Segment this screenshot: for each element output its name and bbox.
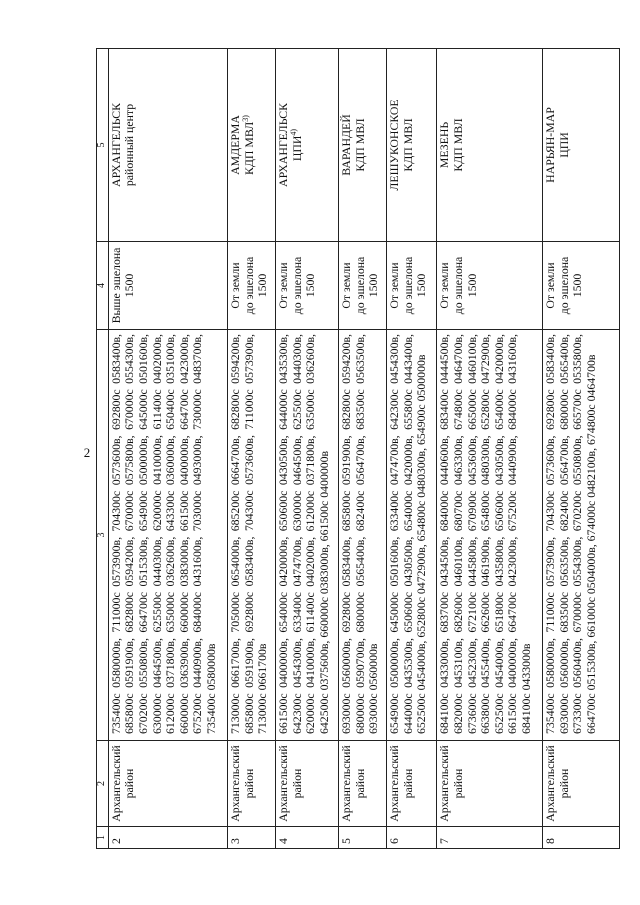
unit-cell [437, 49, 543, 242]
unit-label: КДП МВЛ [352, 118, 367, 172]
unit-line-1: АРХАНГЕЛЬСК [108, 103, 123, 187]
altitude-cell [276, 242, 339, 330]
airspace-table-rotated [96, 49, 620, 849]
header-col-3: 3 [97, 330, 109, 741]
unit-cell [108, 49, 227, 242]
region-line-2: район [450, 768, 465, 799]
altitude-cell [108, 242, 227, 330]
unit-line-1: ВАРАНДЕЙ [339, 114, 354, 176]
region-line-1: Архангельский [437, 745, 452, 822]
unit-cell [543, 49, 620, 242]
unit-line-2 [123, 52, 137, 238]
unit-line-1: АРХАНГЕЛЬСК [276, 103, 291, 187]
altitude-cell [543, 242, 620, 330]
unit-line-2 [240, 52, 257, 238]
unit-line-1: МЕЗЕНЬ [437, 121, 452, 169]
region-line-2: район [400, 768, 415, 799]
region-line-1: Архангельский [543, 745, 558, 822]
unit-cell [228, 49, 276, 242]
header-col-2: 2 [97, 741, 109, 827]
coordinates-cell: 693000с 0560000в, 692800с 0583400в, 685800с 0591900в, 682800с 0594200в, 680000с 0590700в, 680000с 0565400в, 682400с 0564700в, 683500с 0563500в, 693000с 0560000в [339, 330, 387, 741]
region-line-2: район [556, 768, 571, 799]
table-row [228, 49, 276, 849]
region-line-1: Архангельский [387, 745, 402, 822]
region-cell [437, 741, 543, 827]
region-line-1: Архангельский [228, 745, 243, 822]
row-number: 4 [276, 827, 339, 849]
region-cell [339, 741, 387, 827]
altitude-line-2: до эшелона 1500 [400, 256, 429, 315]
coordinates-cell: 684100с 0433000в, 683700с 0434500в, 684000с 0440600в, 683400с 0444500в, 682000с 0453100в, 682600с 0460100в, 680700с 0463300в, 674800с 0464700в, 673600с 0452300в, 672100с 0445800в, 670900с 0453600в, 665000с 0460100в, 663800с 0455400в, 662600с 0461900в, 654800с 0480300в, 652800с 0472900в, 652500с 0454000в, 651800с 0435800в, 650600с 0430500в, 654000с 0420000в, 661500с 0400000в, 664700с 0423000в, 675200с 0440900в, 684000с 0431600в, 684100с 0433000в [437, 330, 543, 741]
region-cell [543, 741, 620, 827]
region-cell [276, 741, 339, 827]
unit-line-2 [288, 52, 305, 238]
altitude-line-2: до эшелона 1500 [352, 256, 381, 315]
unit-footnote: 4) [288, 128, 298, 136]
unit-line-1: АМДЕРМА [228, 115, 243, 175]
unit-label: ЦПИ [289, 135, 304, 162]
altitude-line-2: до эшелона 1500 [289, 256, 318, 315]
region-line-1: Архангельский [276, 745, 291, 822]
altitude-cell [228, 242, 276, 330]
unit-line-2 [558, 52, 572, 238]
unit-line-1: ЛЕШУКОНСКОЕ [387, 99, 402, 191]
row-number: 5 [339, 827, 387, 849]
altitude-line-2: до эшелона 1500 [556, 256, 585, 315]
unit-cell [387, 49, 437, 242]
altitude-line-1: От земли [276, 262, 291, 309]
row-number: 2 [108, 827, 227, 849]
table-row [339, 49, 387, 849]
table-row [108, 49, 227, 849]
unit-label: районный центр [122, 103, 137, 187]
region-line-1: Архангельский [108, 745, 123, 822]
altitude-line-1: От земли [437, 262, 452, 309]
unit-line-2 [452, 52, 466, 238]
table-row [387, 49, 437, 849]
unit-label: КДП МВЛ [400, 118, 415, 172]
altitude-line-1: Выше эшелона [108, 247, 123, 324]
coordinates-cell: 735400с 0580000в, 711000с 0573900в, 704300с 0573600в, 692800с 0583400в, 685800с 0591900в, 682800с 0594200в, 670000с 0575800в, 670000с 0554300в, 670200с 0550800в, 664700с 0515300в, 654900с 0500000в, 645000с 0501600в, 630000с 0464500в, 625500с 0440300в, 620000с 0410000в, 611400с 0402000в, 612000с 0371800в, 635000с 0362600в, 643300с 0360000в, 650400с 0351000в, 660000с 0363900в, 660000с 0383000в, 661500с 0400000в, 664700с 0423000в, 675200с 0440900в, 684000с 0431600в, 703000с 0493000в, 730000с 0483700в, 735400с 0580000в [108, 330, 227, 741]
table-row [543, 49, 620, 849]
region-line-2: район [241, 768, 256, 799]
header-col-4: 4 [97, 242, 109, 330]
unit-cell [276, 49, 339, 242]
altitude-cell [437, 242, 543, 330]
unit-line-1: НАРЬЯН-МАР [543, 107, 558, 183]
region-line-2: район [352, 768, 367, 799]
altitude-line-2: 1500 [122, 273, 137, 298]
coordinates-cell: 654900с 0500000в, 645000с 0501600в, 633400с 0474700в, 642300с 0454300в, 644000с 0435300в, 650600с 0430500в, 654000с 0420000в, 655800с 0443400в, 652500с 0454000в, 652800с 0472900в, 654800с 0480300в, 654900с 0500000в [387, 330, 437, 741]
airspace-table [96, 48, 620, 849]
table-row [437, 49, 543, 849]
altitude-line-1: От земли [543, 262, 558, 309]
header-col-1: 1 [97, 827, 109, 849]
coordinates-cell: 713000с 0661700в, 705000с 0654000в, 685200с 0664700в, 682800с 0594200в, 685800с 0591900в, 692800с 0583400в, 704300с 0573600в, 711000с 0573900в, 713000с 0661700в [228, 330, 276, 741]
region-cell [108, 741, 227, 827]
coordinates-cell: 661500с 0400000в, 654000с 0420000в, 650600с 0430500в, 644000с 0435300в, 642300с 0454300в, 633400с 0474700в, 630000с 0464500в, 625500с 0440300в, 620000с 0410000в, 611400с 0402000в, 612000с 0371800в, 635000с 0362600в, 642500с 0375600в, 660000с 0383000в, 661500с 0400000в [276, 330, 339, 741]
unit-label: КДП МВЛ [450, 118, 465, 172]
region-cell [387, 741, 437, 827]
unit-cell [339, 49, 387, 242]
row-number: 8 [543, 827, 620, 849]
header-col-5: 5 [97, 49, 109, 242]
row-number: 6 [387, 827, 437, 849]
coordinates-cell: 735400с 0580000в, 711000с 0573900в, 704300с 0573600в, 692800с 0583400в, 693000с 0560000в, 683500с 0563500в, 682400с 0564700в, 680000с 0565400в, 673300с 0560400в, 670000с 0554300в, 670200с 0550800в, 665700с 0535800в, 664700с 0515300в, 661000с 0504000в, 674000с 0482100в, 674800с 0464700в [543, 330, 620, 741]
altitude-line-1: От земли [387, 262, 402, 309]
altitude-line-1: От земли [228, 262, 243, 309]
row-number: 7 [437, 827, 543, 849]
region-line-1: Архангельский [339, 745, 354, 822]
table-row [276, 49, 339, 849]
table-header-row [97, 49, 109, 849]
unit-label: ЦПИ [556, 132, 571, 158]
region-line-2: район [289, 768, 304, 799]
altitude-line-1: От земли [339, 262, 354, 309]
row-number: 3 [228, 827, 276, 849]
unit-footnote: 3) [240, 115, 250, 122]
unit-line-2 [402, 52, 416, 238]
region-cell [228, 741, 276, 827]
page-number: 2 [83, 445, 91, 460]
unit-line-2 [354, 52, 368, 238]
altitude-line-2: до эшелона 1500 [450, 256, 479, 315]
altitude-line-2: до эшелона 1500 [241, 256, 270, 315]
region-line-2: район [122, 768, 137, 799]
altitude-cell [387, 242, 437, 330]
altitude-cell [339, 242, 387, 330]
unit-label: КДП МВЛ [241, 121, 256, 175]
